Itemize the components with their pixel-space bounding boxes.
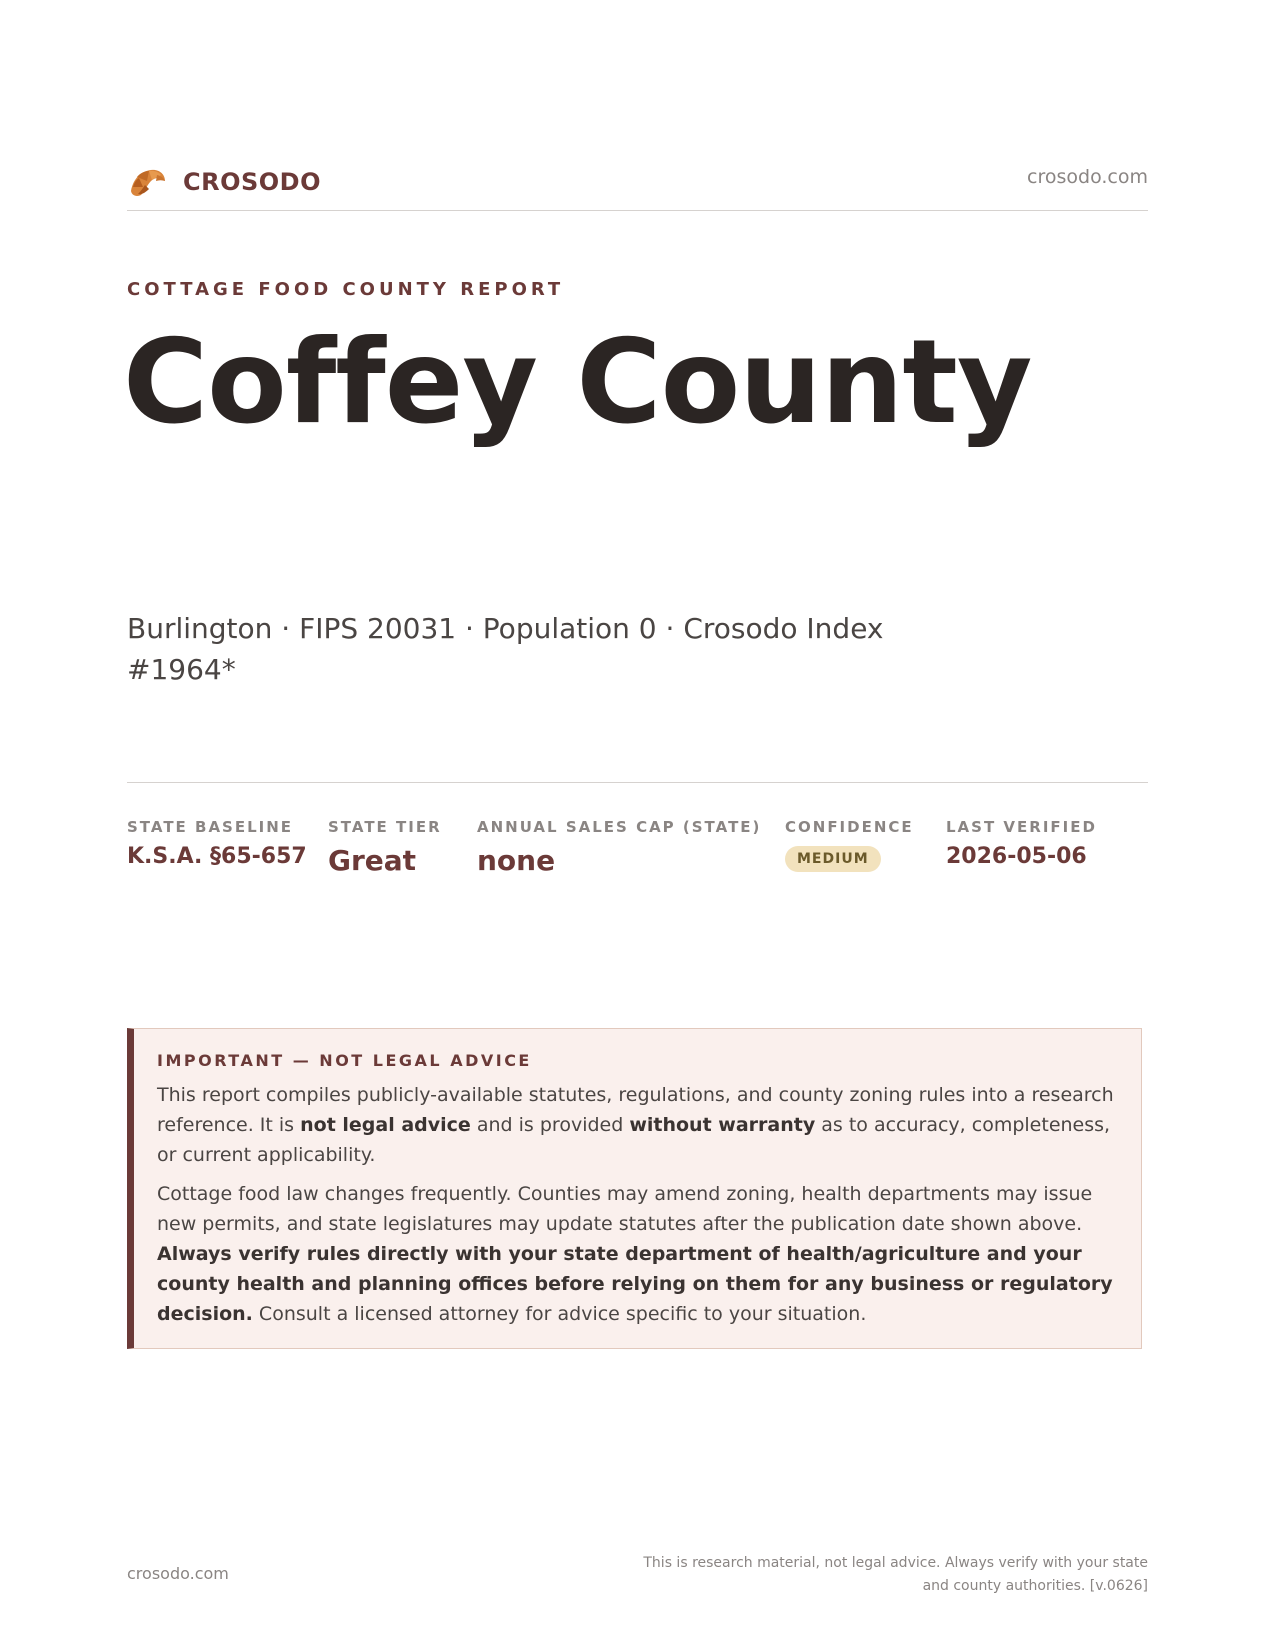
stat-value: none (477, 844, 556, 877)
stat-value: Great (328, 844, 417, 877)
site-url-link[interactable]: crosodo.com (1027, 166, 1148, 188)
notice-text: Cottage food law changes frequently. Counties may amend zoning, health departments may issue new permits, and state legislatures may update statutes after the publication date shown above. (157, 1183, 1093, 1235)
stat-value: 2026-05-06 (946, 844, 1087, 869)
stat-sales-cap (477, 818, 761, 877)
legal-notice (127, 1028, 1142, 1349)
confidence-badge: MEDIUM (785, 846, 881, 872)
report-subtitle: Burlington · FIPS 20031 · Population 0 · Crosodo Index #1964* (127, 612, 884, 686)
stat-last-verified (946, 818, 1097, 869)
notice-paragraph-2 (157, 1179, 1119, 1329)
notice-emphasis: without warranty (629, 1114, 816, 1136)
croissant-icon (127, 161, 169, 203)
stat-value: K.S.A. §65-657 (127, 844, 307, 869)
notice-heading: IMPORTANT — NOT LEGAL ADVICE (157, 1051, 532, 1070)
notice-text: This report compiles publicly-available statutes, regulations, and county zoning rules into a research reference. It is (157, 1084, 1114, 1136)
notice-text: Consult a licensed attorney for advice specific to your situation. (252, 1303, 867, 1325)
page-header (127, 155, 1148, 211)
brand-name: CROSODO (183, 168, 322, 196)
footer-disclaimer-line: This is research material, not legal advice. Always verify with your state (643, 1555, 1148, 1571)
stat-label: LAST VERIFIED (946, 818, 1097, 836)
report-page (123, 0, 1148, 1650)
notice-text: and is provided (470, 1114, 630, 1136)
footer-disclaimer-line: and county authorities. [v.0626] (922, 1578, 1148, 1594)
stat-label: STATE TIER (328, 818, 442, 836)
brand[interactable] (127, 161, 321, 203)
notice-emphasis: not legal advice (300, 1114, 471, 1136)
stat-state-tier (328, 818, 442, 877)
stat-confidence (785, 818, 914, 872)
stats-row (127, 818, 1148, 898)
notice-paragraph-1 (157, 1080, 1119, 1170)
stat-label: CONFIDENCE (785, 818, 914, 836)
divider (127, 782, 1148, 783)
page-title: Coffey County (123, 315, 1032, 450)
report-eyebrow: COTTAGE FOOD COUNTY REPORT (127, 279, 565, 300)
footer-site-link[interactable]: crosodo.com (127, 1564, 229, 1583)
stat-label: ANNUAL SALES CAP (STATE) (477, 818, 762, 836)
footer-disclaimer (588, 1552, 1148, 1598)
notice-emphasis: Always verify rules directly with your state department of health/agriculture and your county health and planning offices before relying on them for any business or regulatory decision. (157, 1243, 1113, 1325)
stat-state-baseline (127, 818, 307, 869)
notice-text: as to accuracy, completeness, or current applicability. (157, 1114, 1111, 1166)
stat-label: STATE BASELINE (127, 818, 294, 836)
